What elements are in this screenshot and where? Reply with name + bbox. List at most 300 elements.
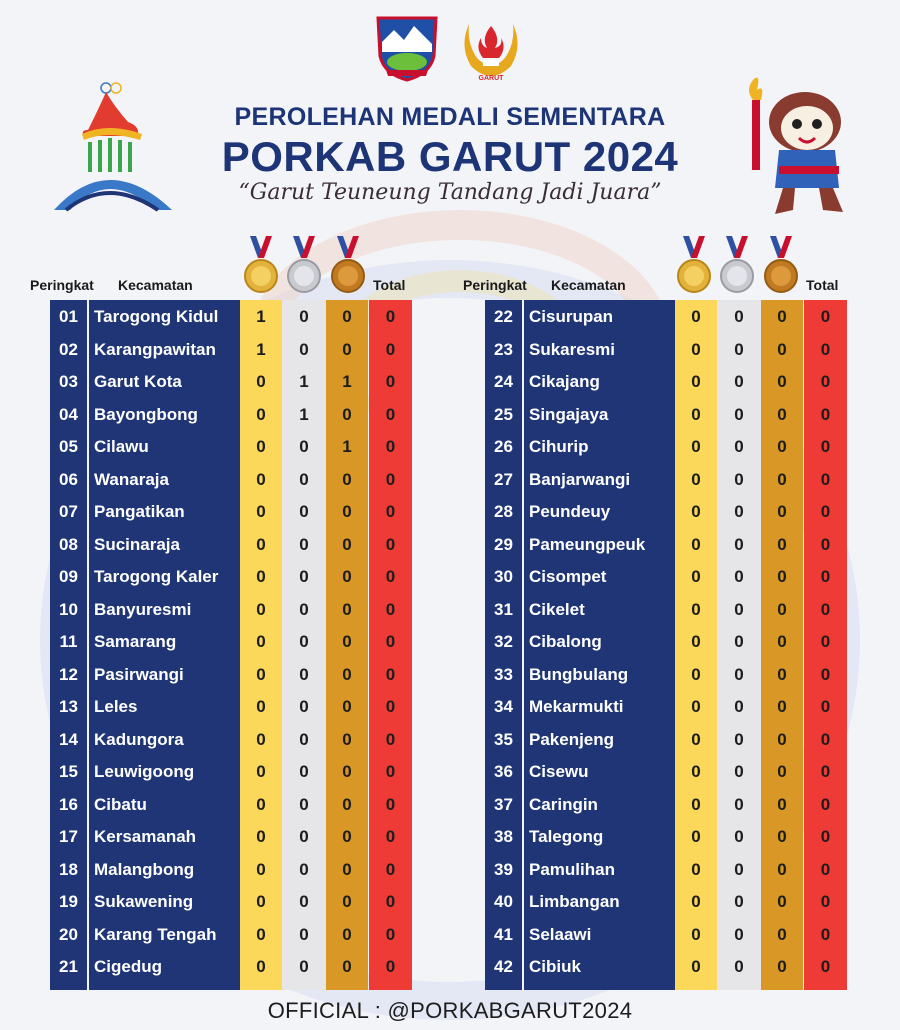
bronze-count: 0 bbox=[777, 339, 787, 359]
page-title: PORKAB GARUT 2024 bbox=[221, 133, 679, 180]
district-name: Leles bbox=[94, 697, 138, 716]
total-count: 0 bbox=[820, 534, 831, 554]
bronze-count: 0 bbox=[342, 632, 352, 651]
bronze-count: 0 bbox=[342, 924, 352, 944]
bronze-count: 0 bbox=[777, 632, 787, 651]
table-row bbox=[461, 659, 881, 692]
gold-count: 0 bbox=[691, 859, 701, 879]
silver-count: 0 bbox=[734, 859, 744, 879]
bronze-count: 0 bbox=[777, 534, 787, 554]
total-count: 0 bbox=[820, 957, 831, 976]
table-row bbox=[461, 951, 881, 984]
rank-cell: 03 bbox=[59, 372, 78, 391]
bronze-count: 0 bbox=[777, 599, 787, 619]
rank-cell: 22 bbox=[494, 307, 513, 326]
gold-count: 0 bbox=[256, 892, 266, 911]
gold-count: 0 bbox=[256, 957, 266, 976]
table-row bbox=[28, 951, 448, 984]
district-name: Singajaya bbox=[529, 404, 609, 424]
silver-count: 0 bbox=[734, 762, 744, 781]
district-name: Bayongbong bbox=[94, 404, 198, 424]
rank-cell: 16 bbox=[59, 794, 78, 814]
rank-cell: 11 bbox=[59, 632, 78, 651]
total-count: 0 bbox=[385, 697, 396, 716]
silver-count: 0 bbox=[734, 892, 744, 911]
district-name: Garut Kota bbox=[94, 372, 182, 391]
total-count: 0 bbox=[820, 372, 831, 391]
total-count: 0 bbox=[820, 697, 831, 716]
rank-cell: 17 bbox=[59, 827, 78, 846]
table-row bbox=[28, 334, 448, 367]
gold-count: 0 bbox=[691, 437, 701, 456]
gold-count: 0 bbox=[691, 762, 701, 781]
table-row bbox=[28, 301, 448, 334]
total-count: 0 bbox=[820, 567, 831, 586]
district-name: Caringin bbox=[529, 794, 598, 814]
silver-count: 0 bbox=[734, 957, 744, 976]
total-count: 0 bbox=[820, 307, 831, 326]
table-row bbox=[28, 886, 448, 919]
table-row bbox=[461, 334, 881, 367]
standings-table-left bbox=[28, 232, 448, 990]
gold-count: 0 bbox=[691, 404, 701, 424]
bronze-count: 0 bbox=[777, 924, 787, 944]
table-row bbox=[461, 561, 881, 594]
official-account: OFFICIAL : @PORKABGARUT2024 bbox=[267, 998, 633, 1023]
district-name: Karang Tengah bbox=[94, 924, 217, 944]
total-count: 0 bbox=[385, 502, 396, 521]
table-row bbox=[461, 626, 881, 659]
bronze-count: 0 bbox=[777, 697, 787, 716]
rank-cell: 31 bbox=[494, 599, 513, 619]
silver-count: 0 bbox=[299, 437, 309, 456]
bronze-count: 0 bbox=[342, 762, 352, 781]
table-row bbox=[461, 431, 881, 464]
bronze-count: 0 bbox=[777, 762, 787, 781]
district-name: Banyuresmi bbox=[94, 599, 192, 619]
rank-cell: 21 bbox=[59, 957, 78, 976]
gold-count: 0 bbox=[691, 697, 701, 716]
total-count: 0 bbox=[820, 859, 831, 879]
rank-cell: 40 bbox=[494, 892, 513, 911]
district-name: Mekarmukti bbox=[529, 697, 624, 716]
total-count: 0 bbox=[820, 502, 831, 521]
district-name: Leuwigoong bbox=[94, 762, 195, 781]
total-count: 0 bbox=[820, 892, 831, 911]
gold-count: 0 bbox=[691, 892, 701, 911]
silver-count: 0 bbox=[734, 372, 744, 391]
total-count: 0 bbox=[820, 924, 831, 944]
garut-regency-emblem bbox=[372, 12, 442, 82]
total-count: 0 bbox=[820, 827, 831, 846]
bronze-count: 0 bbox=[342, 827, 352, 846]
total-count: 0 bbox=[385, 339, 396, 359]
total-count: 0 bbox=[385, 404, 396, 424]
gold-count: 1 bbox=[256, 339, 266, 359]
gold-count: 0 bbox=[691, 957, 701, 976]
table-row bbox=[461, 301, 881, 334]
silver-count: 0 bbox=[734, 599, 744, 619]
bronze-count: 0 bbox=[777, 664, 787, 684]
rank-cell: 34 bbox=[494, 697, 513, 716]
table-row bbox=[28, 431, 448, 464]
table-row bbox=[461, 691, 881, 724]
standings-table-right bbox=[461, 232, 881, 990]
table-row bbox=[461, 399, 881, 432]
total-count: 0 bbox=[385, 469, 396, 489]
table-row bbox=[461, 886, 881, 919]
bronze-count: 0 bbox=[342, 307, 352, 326]
gold-count: 0 bbox=[256, 762, 266, 781]
table-row bbox=[28, 464, 448, 497]
table-row bbox=[28, 789, 448, 822]
gold-count: 0 bbox=[256, 632, 266, 651]
bronze-count: 0 bbox=[342, 404, 352, 424]
bronze-count: 1 bbox=[342, 437, 352, 456]
rank-cell: 13 bbox=[59, 697, 78, 716]
district-name: Limbangan bbox=[529, 892, 620, 911]
gold-count: 0 bbox=[691, 664, 701, 684]
district-name: Malangbong bbox=[94, 859, 195, 879]
gold-count: 0 bbox=[691, 827, 701, 846]
total-count: 0 bbox=[385, 632, 396, 651]
total-count: 0 bbox=[385, 599, 396, 619]
table-row bbox=[28, 529, 448, 562]
rank-cell: 38 bbox=[494, 827, 513, 846]
district-name: Tarogong Kidul bbox=[94, 307, 219, 326]
silver-count: 0 bbox=[734, 404, 744, 424]
total-count: 0 bbox=[385, 892, 396, 911]
bronze-count: 0 bbox=[777, 859, 787, 879]
total-count: 0 bbox=[820, 469, 831, 489]
bronze-count: 0 bbox=[777, 502, 787, 521]
silver-count: 1 bbox=[299, 372, 309, 391]
total-count: 0 bbox=[385, 372, 396, 391]
gold-count: 0 bbox=[256, 502, 266, 521]
table-row bbox=[28, 626, 448, 659]
total-count: 0 bbox=[820, 729, 831, 749]
total-count: 0 bbox=[385, 794, 396, 814]
district-name: Pakenjeng bbox=[529, 729, 615, 749]
district-name: Sukawening bbox=[94, 892, 194, 911]
district-name: Cisompet bbox=[529, 567, 607, 586]
silver-count: 0 bbox=[299, 729, 309, 749]
table-row bbox=[461, 821, 881, 854]
silver-count: 0 bbox=[299, 567, 309, 586]
district-name: Samarang bbox=[94, 632, 177, 651]
rank-cell: 19 bbox=[59, 892, 78, 911]
table-row bbox=[461, 789, 881, 822]
gold-count: 1 bbox=[256, 307, 266, 326]
header bbox=[0, 0, 900, 235]
bronze-count: 0 bbox=[342, 664, 352, 684]
table-row bbox=[28, 496, 448, 529]
silver-count: 0 bbox=[299, 534, 309, 554]
silver-count: 0 bbox=[734, 697, 744, 716]
district-name: Talegong bbox=[529, 827, 604, 846]
silver-count: 0 bbox=[299, 859, 309, 879]
bronze-count: 0 bbox=[777, 437, 787, 456]
gold-count: 0 bbox=[691, 502, 701, 521]
rank-cell: 06 bbox=[59, 469, 78, 489]
rank-cell: 29 bbox=[494, 534, 513, 554]
silver-count: 0 bbox=[299, 632, 309, 651]
total-count: 0 bbox=[385, 827, 396, 846]
column-header-total: Total bbox=[806, 277, 839, 293]
koni-label: GARUT bbox=[478, 75, 504, 82]
gold-count: 0 bbox=[256, 859, 266, 879]
rank-cell: 41 bbox=[494, 924, 513, 944]
silver-count: 0 bbox=[734, 437, 744, 456]
rank-cell: 14 bbox=[59, 729, 78, 749]
silver-count: 0 bbox=[734, 794, 744, 814]
rank-cell: 28 bbox=[494, 502, 513, 521]
table-row bbox=[28, 691, 448, 724]
table-row bbox=[461, 529, 881, 562]
rank-cell: 04 bbox=[59, 404, 78, 424]
silver-count: 0 bbox=[299, 924, 309, 944]
district-name: Pasirwangi bbox=[94, 664, 184, 684]
rank-cell: 39 bbox=[494, 859, 513, 879]
gold-count: 0 bbox=[256, 372, 266, 391]
total-count: 0 bbox=[385, 729, 396, 749]
rank-cell: 07 bbox=[59, 502, 78, 521]
table-row bbox=[461, 594, 881, 627]
rank-cell: 15 bbox=[59, 762, 78, 781]
total-count: 0 bbox=[820, 339, 831, 359]
total-count: 0 bbox=[820, 599, 831, 619]
tagline: “Garut Teuneung Tandang Jadi Juara” bbox=[238, 180, 662, 205]
column-header-district: Kecamatan bbox=[551, 277, 626, 293]
silver-count: 0 bbox=[299, 502, 309, 521]
table-row bbox=[28, 919, 448, 952]
rank-cell: 02 bbox=[59, 339, 78, 359]
rank-cell: 08 bbox=[59, 534, 78, 554]
silver-count: 0 bbox=[299, 307, 309, 326]
bronze-count: 0 bbox=[777, 794, 787, 814]
district-name: Cibatu bbox=[94, 794, 147, 814]
district-name: Cibiuk bbox=[529, 957, 581, 976]
rank-cell: 12 bbox=[59, 664, 78, 684]
gold-count: 0 bbox=[691, 469, 701, 489]
district-name: Wanaraja bbox=[94, 469, 169, 489]
gold-count: 0 bbox=[691, 567, 701, 586]
table-row bbox=[461, 854, 881, 887]
table-row bbox=[461, 464, 881, 497]
table-row bbox=[461, 756, 881, 789]
bronze-count: 0 bbox=[342, 469, 352, 489]
gold-count: 0 bbox=[256, 437, 266, 456]
total-count: 0 bbox=[385, 859, 396, 879]
rank-cell: 30 bbox=[494, 567, 513, 586]
total-count: 0 bbox=[385, 437, 396, 456]
total-count: 0 bbox=[385, 957, 396, 976]
silver-count: 0 bbox=[734, 632, 744, 651]
silver-count: 0 bbox=[299, 762, 309, 781]
rank-cell: 24 bbox=[494, 372, 513, 391]
bronze-count: 0 bbox=[342, 502, 352, 521]
rank-cell: 23 bbox=[494, 339, 513, 359]
gold-count: 0 bbox=[256, 664, 266, 684]
gold-count: 0 bbox=[691, 632, 701, 651]
bronze-count: 0 bbox=[777, 372, 787, 391]
table-row bbox=[28, 366, 448, 399]
total-count: 0 bbox=[820, 762, 831, 781]
bronze-count: 0 bbox=[342, 339, 352, 359]
bronze-count: 0 bbox=[777, 729, 787, 749]
silver-count: 0 bbox=[734, 827, 744, 846]
district-name: Cibalong bbox=[529, 632, 602, 651]
silver-count: 0 bbox=[734, 924, 744, 944]
silver-count: 0 bbox=[299, 339, 309, 359]
district-name: Sucinaraja bbox=[94, 534, 180, 554]
gold-count: 0 bbox=[691, 794, 701, 814]
district-name: Tarogong Kaler bbox=[94, 567, 219, 586]
rank-cell: 09 bbox=[59, 567, 78, 586]
district-name: Selaawi bbox=[529, 924, 592, 944]
gold-count: 0 bbox=[256, 567, 266, 586]
column-header-total: Total bbox=[373, 277, 406, 293]
district-name: Cikelet bbox=[529, 599, 585, 619]
gold-count: 0 bbox=[256, 697, 266, 716]
silver-count: 0 bbox=[734, 567, 744, 586]
bronze-count: 0 bbox=[777, 827, 787, 846]
silver-count: 0 bbox=[299, 469, 309, 489]
total-count: 0 bbox=[385, 664, 396, 684]
bronze-count: 0 bbox=[342, 567, 352, 586]
total-count: 0 bbox=[820, 437, 831, 456]
total-count: 0 bbox=[385, 534, 396, 554]
rank-cell: 25 bbox=[494, 404, 513, 424]
district-name: Cihurip bbox=[529, 437, 589, 456]
bronze-count: 0 bbox=[777, 957, 787, 976]
district-name: Cilawu bbox=[94, 437, 149, 456]
koni-garut-emblem bbox=[455, 10, 527, 82]
total-count: 0 bbox=[820, 404, 831, 424]
rank-cell: 05 bbox=[59, 437, 78, 456]
gold-count: 0 bbox=[691, 339, 701, 359]
column-header-rank: Peringkat bbox=[463, 277, 527, 293]
district-name: Pangatikan bbox=[94, 502, 185, 521]
bronze-count: 0 bbox=[777, 307, 787, 326]
district-name: Cigedug bbox=[94, 957, 162, 976]
silver-count: 0 bbox=[299, 892, 309, 911]
rank-cell: 27 bbox=[494, 469, 513, 489]
gold-count: 0 bbox=[256, 924, 266, 944]
table-body bbox=[28, 300, 448, 990]
rank-cell: 10 bbox=[59, 599, 78, 619]
gold-count: 0 bbox=[256, 729, 266, 749]
silver-count: 0 bbox=[734, 534, 744, 554]
silver-count: 1 bbox=[299, 404, 309, 424]
silver-count: 0 bbox=[734, 339, 744, 359]
bronze-count: 0 bbox=[342, 534, 352, 554]
gold-count: 0 bbox=[691, 372, 701, 391]
table-row bbox=[28, 854, 448, 887]
rank-cell: 20 bbox=[59, 924, 78, 944]
rank-cell: 26 bbox=[494, 437, 513, 456]
table-row bbox=[461, 724, 881, 757]
gold-count: 0 bbox=[256, 794, 266, 814]
gold-count: 0 bbox=[256, 827, 266, 846]
rank-cell: 01 bbox=[59, 307, 78, 326]
bronze-count: 0 bbox=[777, 567, 787, 586]
total-count: 0 bbox=[385, 762, 396, 781]
rank-cell: 18 bbox=[59, 859, 78, 879]
rank-cell: 36 bbox=[494, 762, 513, 781]
district-name: Bungbulang bbox=[529, 664, 629, 684]
district-name: Karangpawitan bbox=[94, 339, 216, 359]
district-name: Peundeuy bbox=[529, 502, 611, 521]
table-header bbox=[461, 232, 881, 300]
total-count: 0 bbox=[820, 664, 831, 684]
rank-cell: 33 bbox=[494, 664, 513, 684]
silver-count: 0 bbox=[299, 957, 309, 976]
silver-count: 0 bbox=[299, 827, 309, 846]
bronze-count: 0 bbox=[342, 957, 352, 976]
bronze-count: 0 bbox=[777, 469, 787, 489]
table-row bbox=[461, 366, 881, 399]
silver-count: 0 bbox=[299, 599, 309, 619]
table-row bbox=[28, 756, 448, 789]
total-count: 0 bbox=[820, 794, 831, 814]
total-count: 0 bbox=[385, 924, 396, 944]
silver-count: 0 bbox=[734, 469, 744, 489]
district-name: Kersamanah bbox=[94, 827, 197, 846]
total-count: 0 bbox=[385, 567, 396, 586]
rank-cell: 32 bbox=[494, 632, 513, 651]
bronze-count: 0 bbox=[342, 697, 352, 716]
district-name: Cisewu bbox=[529, 762, 589, 781]
table-row bbox=[28, 724, 448, 757]
table-row bbox=[28, 594, 448, 627]
column-header-rank: Peringkat bbox=[30, 277, 94, 293]
table-row bbox=[28, 561, 448, 594]
bronze-count: 1 bbox=[342, 372, 352, 391]
table-row bbox=[28, 399, 448, 432]
silver-count: 0 bbox=[299, 794, 309, 814]
gold-count: 0 bbox=[256, 534, 266, 554]
gold-count: 0 bbox=[691, 599, 701, 619]
table-body bbox=[461, 300, 881, 990]
table-row bbox=[28, 821, 448, 854]
gold-count: 0 bbox=[691, 307, 701, 326]
total-count: 0 bbox=[385, 307, 396, 326]
silver-count: 0 bbox=[299, 664, 309, 684]
total-count: 0 bbox=[820, 632, 831, 651]
table-header bbox=[28, 232, 448, 300]
gold-count: 0 bbox=[256, 404, 266, 424]
silver-count: 0 bbox=[734, 307, 744, 326]
rank-cell: 35 bbox=[494, 729, 513, 749]
column-header-district: Kecamatan bbox=[118, 277, 193, 293]
table-row bbox=[461, 496, 881, 529]
district-name: Pameungpeuk bbox=[529, 534, 646, 554]
gold-count: 0 bbox=[256, 599, 266, 619]
bronze-count: 0 bbox=[342, 729, 352, 749]
bronze-count: 0 bbox=[342, 599, 352, 619]
gold-count: 0 bbox=[691, 729, 701, 749]
gold-count: 0 bbox=[691, 534, 701, 554]
district-name: Cisurupan bbox=[529, 307, 614, 326]
district-name: Cikajang bbox=[529, 372, 600, 391]
silver-count: 0 bbox=[734, 502, 744, 521]
rank-cell: 42 bbox=[494, 957, 513, 976]
district-name: Pamulihan bbox=[529, 859, 615, 879]
silver-count: 0 bbox=[734, 664, 744, 684]
silver-count: 0 bbox=[734, 729, 744, 749]
gold-count: 0 bbox=[691, 924, 701, 944]
